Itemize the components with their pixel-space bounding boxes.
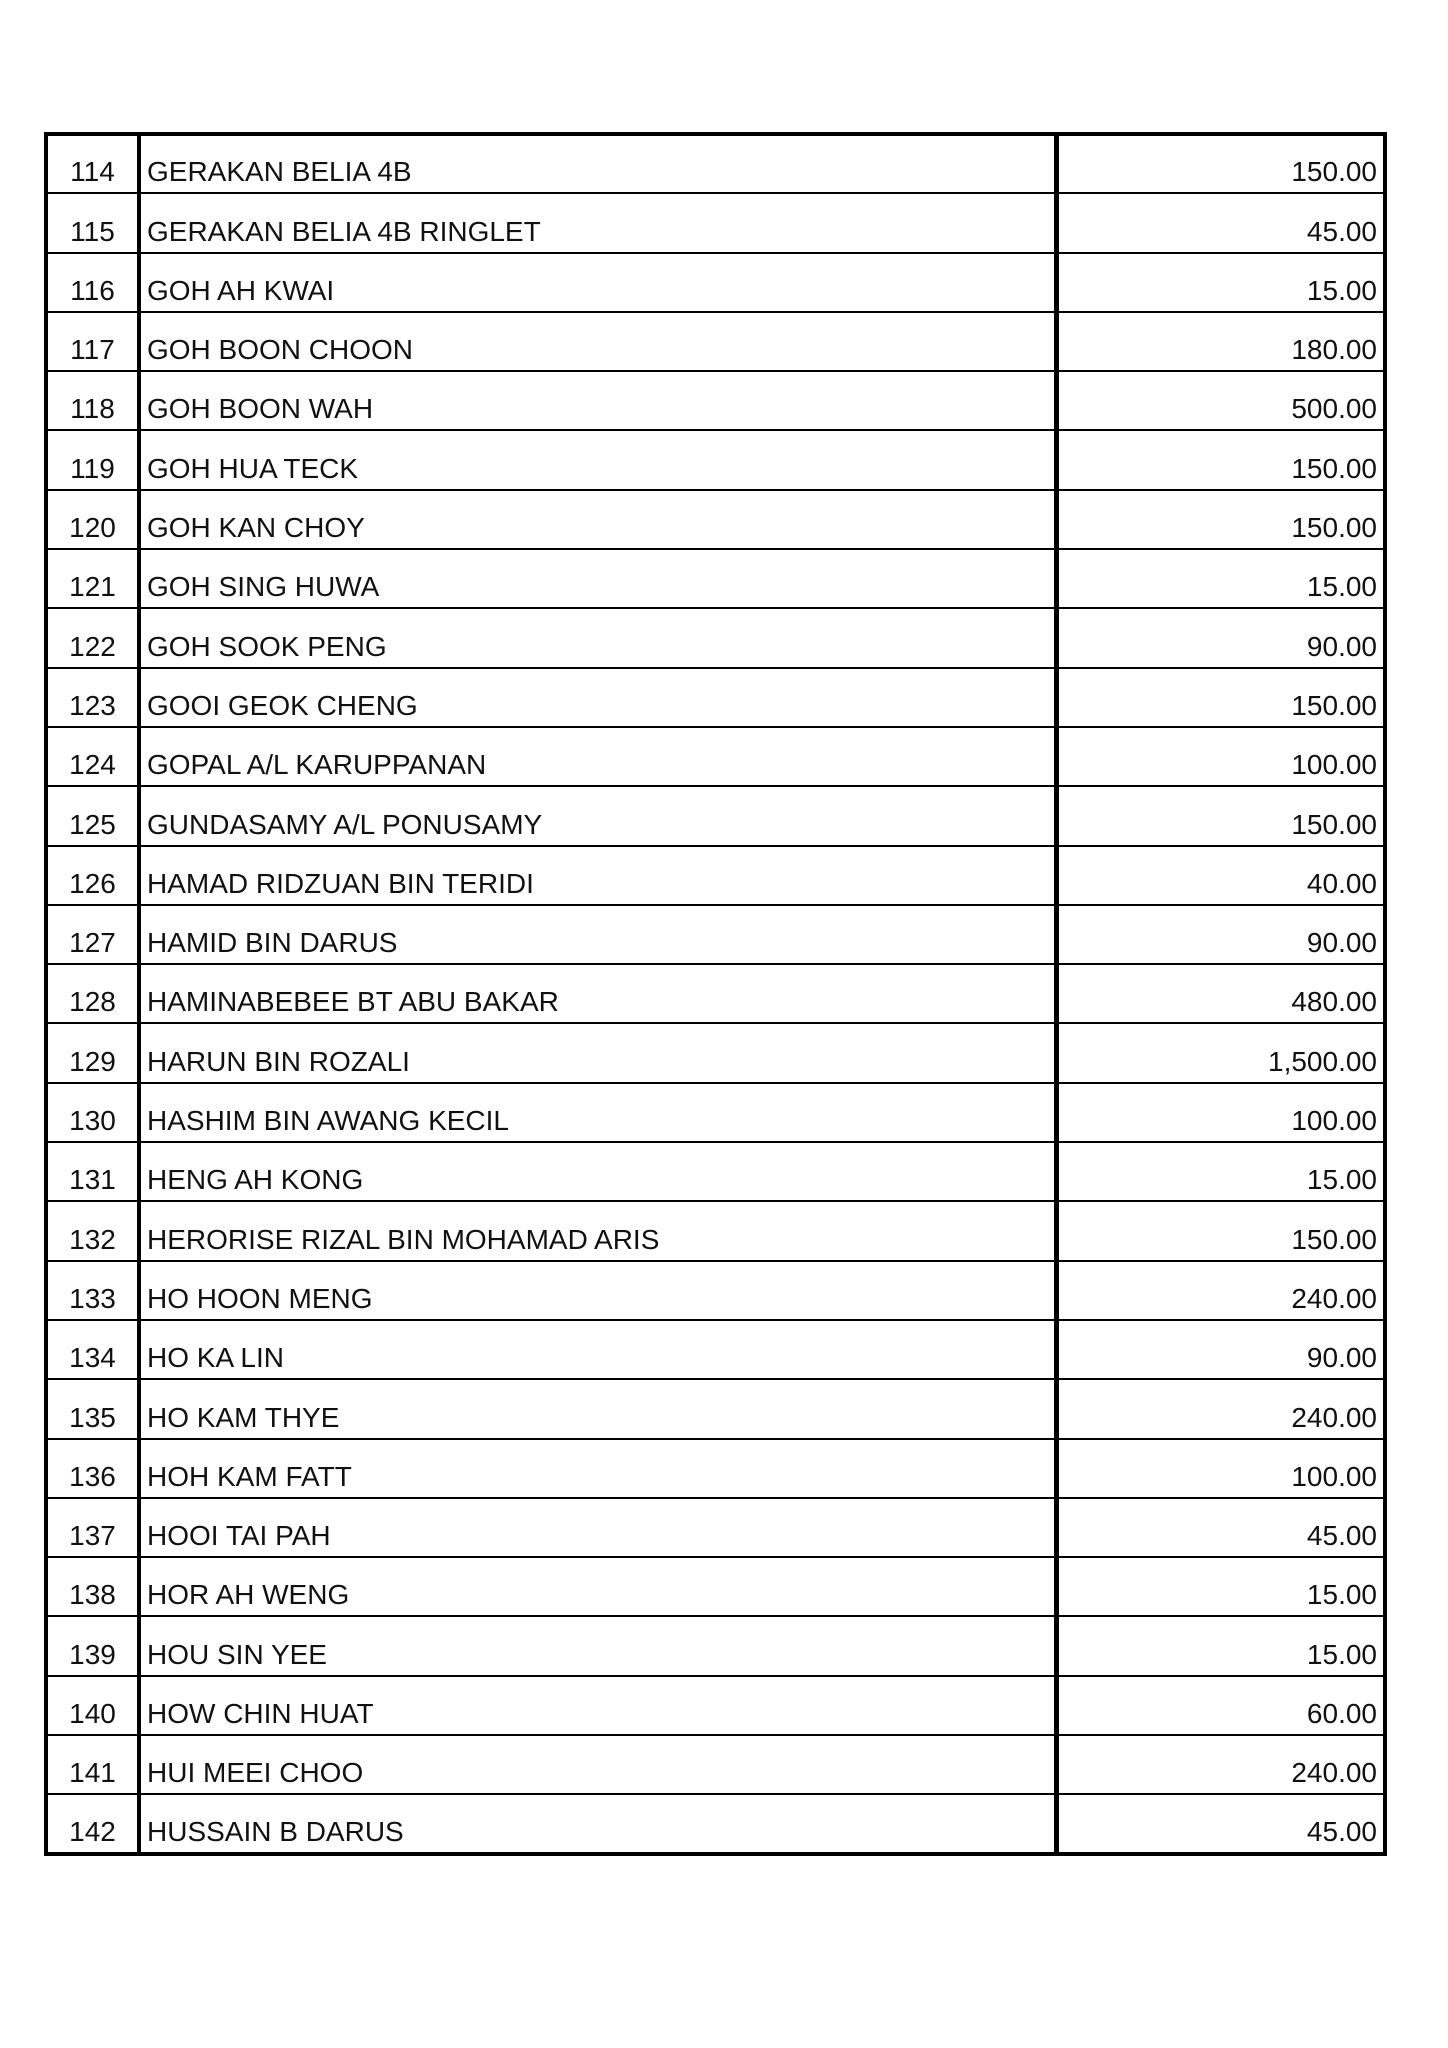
table-row bbox=[46, 1676, 1385, 1735]
contribution-amount: 150.00 bbox=[1056, 786, 1385, 845]
contribution-amount: 100.00 bbox=[1056, 1439, 1385, 1498]
row-number: 140 bbox=[46, 1676, 139, 1735]
table-row bbox=[46, 1083, 1385, 1142]
table-row bbox=[46, 1616, 1385, 1675]
contributor-name: HAMINABEBEE BT ABU BAKAR bbox=[139, 964, 1056, 1023]
contribution-amount: 45.00 bbox=[1056, 1498, 1385, 1557]
contribution-amount: 150.00 bbox=[1056, 134, 1385, 193]
contribution-amount: 500.00 bbox=[1056, 371, 1385, 430]
contributor-name: GOOI GEOK CHENG bbox=[139, 668, 1056, 727]
contributor-name: HOW CHIN HUAT bbox=[139, 1676, 1056, 1735]
document-page bbox=[44, 132, 1387, 1856]
row-number: 119 bbox=[46, 430, 139, 489]
contributor-name: HASHIM BIN AWANG KECIL bbox=[139, 1083, 1056, 1142]
row-number: 127 bbox=[46, 905, 139, 964]
contributor-name: HENG AH KONG bbox=[139, 1142, 1056, 1201]
row-number: 118 bbox=[46, 371, 139, 430]
contribution-amount: 15.00 bbox=[1056, 1616, 1385, 1675]
contributor-name: HERORISE RIZAL BIN MOHAMAD ARIS bbox=[139, 1201, 1056, 1260]
contributor-name: GOH HUA TECK bbox=[139, 430, 1056, 489]
row-number: 128 bbox=[46, 964, 139, 1023]
contributor-name: HARUN BIN ROZALI bbox=[139, 1023, 1056, 1082]
table-row bbox=[46, 1794, 1385, 1853]
contribution-amount: 180.00 bbox=[1056, 312, 1385, 371]
row-number: 126 bbox=[46, 846, 139, 905]
contributor-name: HO KA LIN bbox=[139, 1320, 1056, 1379]
contribution-amount: 15.00 bbox=[1056, 1142, 1385, 1201]
contributor-name: GERAKAN BELIA 4B bbox=[139, 134, 1056, 193]
table-row bbox=[46, 1439, 1385, 1498]
row-number: 123 bbox=[46, 668, 139, 727]
row-number: 124 bbox=[46, 727, 139, 786]
contribution-amount: 100.00 bbox=[1056, 727, 1385, 786]
contribution-amount: 15.00 bbox=[1056, 1557, 1385, 1616]
row-number: 132 bbox=[46, 1201, 139, 1260]
contribution-amount: 1,500.00 bbox=[1056, 1023, 1385, 1082]
contribution-amount: 240.00 bbox=[1056, 1735, 1385, 1794]
contribution-amount: 60.00 bbox=[1056, 1676, 1385, 1735]
table-row bbox=[46, 786, 1385, 845]
contribution-amount: 45.00 bbox=[1306, 1815, 1377, 1847]
row-number: 130 bbox=[46, 1083, 139, 1142]
row-number: 122 bbox=[46, 608, 139, 667]
row-number: 139 bbox=[46, 1616, 139, 1675]
table-row bbox=[46, 371, 1385, 430]
table-row bbox=[46, 134, 1385, 193]
table-row bbox=[46, 193, 1385, 252]
contribution-amount: 15.00 bbox=[1056, 253, 1385, 312]
contribution-amount: 90.00 bbox=[1056, 905, 1385, 964]
table-row bbox=[46, 1735, 1385, 1794]
contributor-name: HUSSAIN B DARUS bbox=[139, 1794, 1056, 1853]
row-number: 121 bbox=[46, 549, 139, 608]
contribution-amount: 240.00 bbox=[1056, 1379, 1385, 1438]
contributor-name: GOH KAN CHOY bbox=[139, 490, 1056, 549]
row-number: 116 bbox=[46, 253, 139, 312]
table-row bbox=[46, 430, 1385, 489]
table-row bbox=[46, 1142, 1385, 1201]
contribution-amount: 150.00 bbox=[1056, 668, 1385, 727]
row-number: 131 bbox=[46, 1142, 139, 1201]
contribution-amount: 240.00 bbox=[1056, 1261, 1385, 1320]
row-number: 134 bbox=[46, 1320, 139, 1379]
table-row bbox=[46, 608, 1385, 667]
table-row bbox=[46, 1023, 1385, 1082]
contributor-name: HO KAM THYE bbox=[139, 1379, 1056, 1438]
table-body bbox=[46, 134, 1385, 1854]
row-number: 115 bbox=[46, 193, 139, 252]
table-row bbox=[46, 1261, 1385, 1320]
contribution-amount: 40.00 bbox=[1056, 846, 1385, 905]
row-number: 137 bbox=[46, 1498, 139, 1557]
contributor-name: GOH BOON WAH bbox=[139, 371, 1056, 430]
row-number: 138 bbox=[46, 1557, 139, 1616]
contributor-name: GOH SOOK PENG bbox=[139, 608, 1056, 667]
row-number: 117 bbox=[46, 312, 139, 371]
contributor-name: HAMID BIN DARUS bbox=[139, 905, 1056, 964]
row-number: 129 bbox=[46, 1023, 139, 1082]
contributor-name: GOPAL A/L KARUPPANAN bbox=[139, 727, 1056, 786]
contributor-name: GOH SING HUWA bbox=[139, 549, 1056, 608]
contributor-name: GOH BOON CHOON bbox=[139, 312, 1056, 371]
contributor-name: HO HOON MENG bbox=[139, 1261, 1056, 1320]
table-row bbox=[46, 727, 1385, 786]
contributor-name: HOH KAM FATT bbox=[139, 1439, 1056, 1498]
contribution-amount: 150.00 bbox=[1056, 490, 1385, 549]
contribution-amount: 480.00 bbox=[1056, 964, 1385, 1023]
table-row bbox=[46, 1379, 1385, 1438]
table-row bbox=[46, 668, 1385, 727]
contribution-amount: 100.00 bbox=[1056, 1083, 1385, 1142]
contribution-amount: 90.00 bbox=[1056, 608, 1385, 667]
contribution-table bbox=[44, 132, 1387, 1856]
table-row bbox=[46, 490, 1385, 549]
contributor-name: HAMAD RIDZUAN BIN TERIDI bbox=[139, 846, 1056, 905]
table-row bbox=[46, 846, 1385, 905]
contributor-name: GUNDASAMY A/L PONUSAMY bbox=[139, 786, 1056, 845]
table-row bbox=[46, 1557, 1385, 1616]
contribution-amount: 15.00 bbox=[1056, 549, 1385, 608]
table-row bbox=[46, 549, 1385, 608]
contribution-amount: 45.00 bbox=[1056, 193, 1385, 252]
contributor-name: HUI MEEI CHOO bbox=[139, 1735, 1056, 1794]
contributor-name: HOU SIN YEE bbox=[139, 1616, 1056, 1675]
table-row bbox=[46, 312, 1385, 371]
table-row bbox=[46, 253, 1385, 312]
contributor-name: GOH AH KWAI bbox=[139, 253, 1056, 312]
row-number: 125 bbox=[46, 786, 139, 845]
row-number: 120 bbox=[46, 490, 139, 549]
row-number: 136 bbox=[46, 1439, 139, 1498]
row-number: 141 bbox=[46, 1735, 139, 1794]
contribution-amount: 90.00 bbox=[1056, 1320, 1385, 1379]
contributor-name: GERAKAN BELIA 4B RINGLET bbox=[139, 193, 1056, 252]
contributor-name: HOR AH WENG bbox=[139, 1557, 1056, 1616]
table-row bbox=[46, 1498, 1385, 1557]
table-row bbox=[46, 1201, 1385, 1260]
table-row bbox=[46, 1320, 1385, 1379]
table-row bbox=[46, 905, 1385, 964]
row-number: 135 bbox=[46, 1379, 139, 1438]
contributor-name: HOOI TAI PAH bbox=[139, 1498, 1056, 1557]
contribution-amount: 150.00 bbox=[1056, 430, 1385, 489]
contribution-amount: 150.00 bbox=[1056, 1201, 1385, 1260]
row-number: 114 bbox=[46, 134, 139, 193]
row-number: 142 bbox=[46, 1794, 139, 1853]
row-number: 133 bbox=[46, 1261, 139, 1320]
table-row bbox=[46, 964, 1385, 1023]
